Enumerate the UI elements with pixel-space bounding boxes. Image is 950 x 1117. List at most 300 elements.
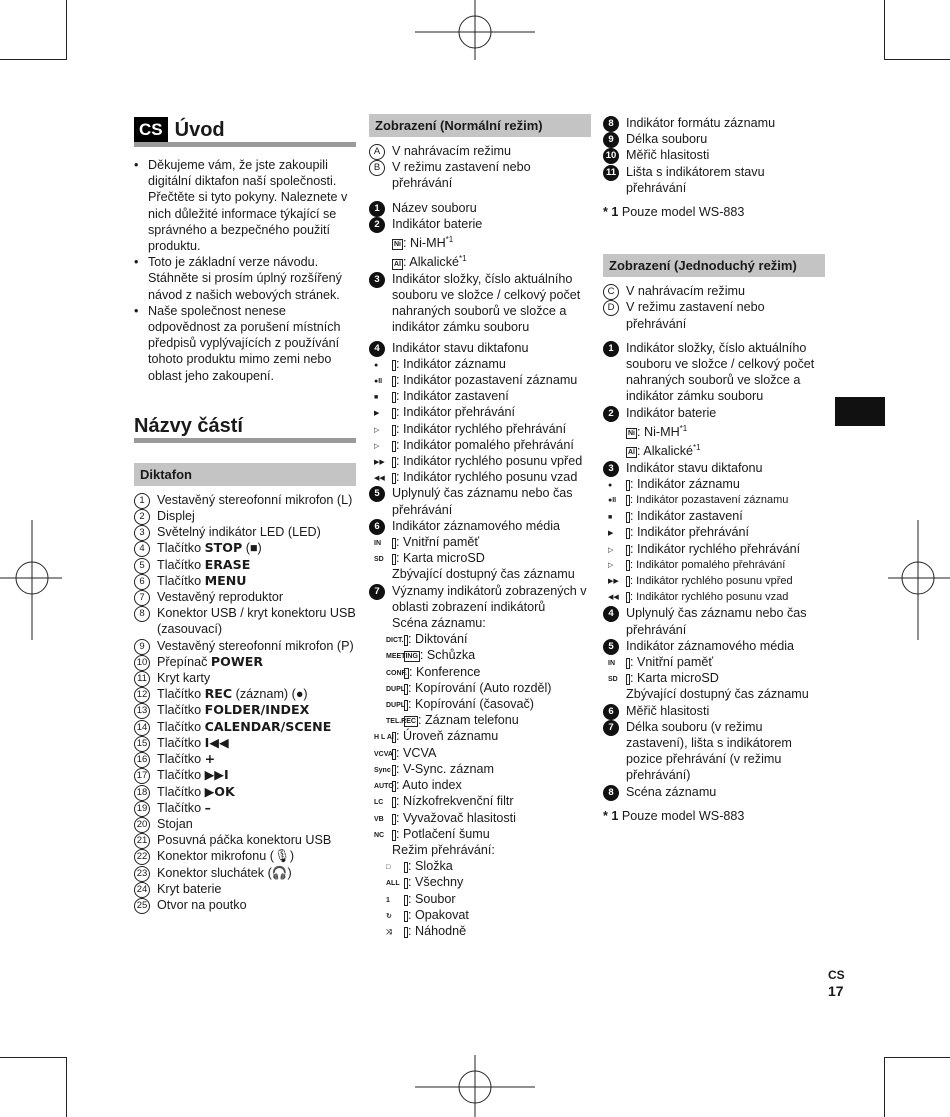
- column-normal-display: [369, 114, 591, 939]
- simple-item-2-text: Indikátor baterie: [626, 405, 717, 420]
- part-text: Konektor mikrofonu (🎙): [157, 849, 295, 864]
- indicator-icon: AUTO: [392, 781, 396, 792]
- indicator-icon: ◀◀: [392, 473, 396, 484]
- parts-heading: [134, 408, 356, 443]
- indicator-text: : Nízkofrekvenční filtr: [396, 794, 514, 809]
- part-item: [134, 767, 356, 783]
- crop-mark: [0, 1057, 66, 1058]
- part-text: Displej: [157, 509, 195, 524]
- part-item: [134, 508, 356, 524]
- part-item: [134, 573, 356, 589]
- number-marker: 2: [369, 217, 385, 233]
- indicator-text: : Diktování: [408, 632, 468, 647]
- indicator-icon: H L AI: [392, 732, 396, 743]
- letter-marker: B: [369, 160, 385, 176]
- simple-item-8: [603, 784, 825, 800]
- indicator-text: : Konference: [409, 664, 481, 679]
- indicator-text: : Indikátor pozastavení záznamu: [630, 494, 789, 507]
- part-item: [134, 540, 356, 556]
- registration-mark-bottom: [415, 1050, 535, 1117]
- indicator-icon: IN: [626, 658, 630, 669]
- indicator-icon: Sync: [392, 765, 396, 776]
- button-key: POWER: [210, 653, 264, 669]
- indicator-icon: ▷: [626, 545, 630, 556]
- crop-mark: [66, 0, 67, 60]
- indicator-text: : Vyvažovač hlasitosti: [396, 810, 516, 825]
- mode-a: [369, 143, 591, 159]
- indicator-row: [386, 696, 591, 712]
- number-marker: 10: [134, 655, 150, 671]
- number-marker: 10: [603, 148, 619, 164]
- indicator-row: [386, 631, 591, 647]
- indicator-text: : Úroveň záznamu: [396, 729, 499, 744]
- indicator-icon: MEETING: [386, 653, 418, 661]
- indicator-icon: □: [404, 862, 408, 873]
- number-marker: 5: [369, 486, 385, 502]
- indicator-text: : V-Sync. záznam: [396, 761, 494, 776]
- number-marker: 4: [603, 606, 619, 622]
- part-text: Konektor USB / kryt konektoru USB (zasouvací): [157, 606, 356, 637]
- indicator-row: [386, 907, 591, 923]
- number-marker: 9: [134, 639, 150, 655]
- indicator-row: [608, 573, 825, 589]
- simple-mode-band: Zobrazení (Jednoduchý režim): [603, 254, 825, 277]
- indicator-row: [374, 421, 591, 437]
- item-1: [369, 200, 591, 216]
- part-text: Tlačítko: [157, 573, 205, 588]
- crop-mark: [884, 0, 885, 60]
- part-text: Konektor sluchátek (🎧): [157, 865, 292, 880]
- indicator-text: : Indikátor záznamu: [630, 476, 740, 491]
- number-marker: 23: [134, 866, 150, 882]
- indicator-row: [374, 810, 591, 826]
- footnote-mark: * 1: [603, 808, 619, 823]
- indicator-row: [608, 508, 825, 524]
- footnote-ref: *1: [679, 423, 688, 433]
- part-text-suffix: (záznam) (●): [232, 687, 308, 702]
- part-item: [134, 897, 356, 913]
- part-item: [134, 848, 356, 864]
- media-list: [608, 654, 825, 686]
- indicator-icon: SD: [392, 554, 396, 565]
- indicator-icon: ▶: [392, 408, 396, 419]
- part-item: [134, 702, 356, 718]
- number-marker: 1: [603, 341, 619, 357]
- indicator-text: : Indikátor rychlého přehrávání: [396, 421, 567, 436]
- indicator-icon: ◀◀: [626, 592, 630, 603]
- simple-item-7-text: Délka souboru (v režimu zastavení), lišta s indikátorem pozice přehrávání (v režimu přehrávání): [626, 719, 792, 783]
- number-marker: 1: [134, 493, 150, 509]
- number-marker: 14: [134, 720, 150, 736]
- battery-alkaline-icon: Al: [628, 449, 635, 457]
- indicator-row: [374, 356, 591, 372]
- indicator-text: : Vnitřní paměť: [630, 655, 714, 670]
- part-text: Vestavěný reproduktor: [157, 590, 284, 605]
- simple-item-5-text: Indikátor záznamového média: [626, 638, 795, 653]
- indicator-icon: DUPL: [404, 700, 408, 711]
- indicator-icon: ▷: [626, 560, 630, 571]
- column-intro-parts: [134, 114, 356, 913]
- scene-list: [386, 631, 591, 728]
- simple-item-6: [603, 703, 825, 719]
- part-item: [134, 719, 356, 735]
- number-marker: 11: [603, 165, 619, 181]
- indicator-text: : Schůzka: [419, 648, 476, 663]
- item-1-text: Název souboru: [392, 200, 477, 215]
- number-marker: 6: [134, 574, 150, 590]
- indicator-icon: DICT.: [404, 635, 408, 646]
- number-marker: 7: [134, 590, 150, 606]
- indicator-text: : Indikátor rychlého přehrávání: [630, 541, 801, 556]
- indicator-text: : Indikátor záznamu: [396, 356, 506, 371]
- battery-nimh-text: : Ni-MH: [403, 236, 446, 251]
- indicator-row: [374, 372, 591, 388]
- indicator-icon: LC: [392, 797, 396, 808]
- part-text: Světelný indikátor LED (LED): [157, 525, 321, 540]
- indicator-row: [374, 550, 591, 566]
- indicator-icon: IN: [392, 538, 396, 549]
- part-item: [134, 865, 356, 881]
- indicator-row: [608, 524, 825, 540]
- part-text: Tlačítko: [157, 557, 205, 572]
- part-text: Přepínač: [157, 654, 211, 669]
- footnote-1: [603, 204, 825, 220]
- button-key: ▶OK: [204, 783, 235, 799]
- number-marker: 19: [134, 801, 150, 817]
- indicator-row: [374, 793, 591, 809]
- indicator-row: [386, 680, 591, 696]
- indicator-icon: ●: [392, 360, 396, 371]
- indicator-row: [608, 557, 825, 573]
- number-marker: 2: [603, 406, 619, 422]
- part-item: [134, 638, 356, 654]
- simple-item-2: [603, 405, 825, 460]
- number-marker: 3: [603, 461, 619, 477]
- number-marker: 12: [134, 687, 150, 703]
- letter-marker: C: [603, 284, 619, 300]
- button-key: REC: [204, 686, 233, 702]
- indicator-text: : Indikátor rychlého posunu vzad: [630, 591, 789, 604]
- number-marker: 7: [369, 584, 385, 600]
- crop-mark: [66, 1057, 67, 1117]
- number-marker: 11: [134, 671, 150, 687]
- indicator-row: [608, 541, 825, 557]
- indicator-icon: ↻: [404, 911, 408, 922]
- part-item: [134, 881, 356, 897]
- battery-nimh-icon: Ni: [394, 241, 401, 249]
- page-number: [828, 967, 845, 999]
- simple-item-5: [603, 638, 825, 703]
- mode-b: [369, 159, 591, 191]
- number-marker: 3: [369, 272, 385, 288]
- indicator-text: : VCVA: [396, 745, 437, 760]
- button-key: –: [204, 799, 211, 815]
- simple-item-8-text: Scéna záznamu: [626, 784, 717, 799]
- part-item: [134, 832, 356, 848]
- indicator-text: : Všechny: [408, 875, 464, 890]
- number-marker: 4: [134, 541, 150, 557]
- indicator-text: : Indikátor pomalého přehrávání: [396, 437, 574, 452]
- item-7-text: Významy indikátorů zobrazených v oblasti zobrazení indikátorů: [392, 583, 587, 614]
- footnote-text: Pouze model WS-883: [621, 205, 745, 220]
- indicator-text: : Indikátor zastavení: [396, 389, 509, 404]
- number-marker: 5: [603, 639, 619, 655]
- intro-title: Úvod: [174, 119, 225, 141]
- item-2-text: Indikátor baterie: [392, 216, 483, 231]
- number-marker: 1: [369, 201, 385, 217]
- simple-item-1: [603, 340, 825, 405]
- button-key: ERASE: [204, 556, 251, 572]
- column-simple-display: [603, 115, 825, 824]
- indicator-text: : Vnitřní paměť: [396, 535, 480, 550]
- indicator-text: : Karta microSD: [396, 551, 485, 566]
- part-item: [134, 524, 356, 540]
- indicator-icon: ▷: [392, 425, 396, 436]
- button-key: CALENDAR/SCENE: [204, 718, 332, 734]
- indicator-text: : Kopírování (časovač): [408, 697, 534, 712]
- indicator-row: [386, 712, 591, 728]
- display-item-text: Indikátor formátu záznamu: [626, 116, 776, 130]
- crop-mark: [884, 1057, 885, 1117]
- page-number-value: 17: [828, 983, 844, 999]
- indicator-icon: DUPL: [404, 684, 408, 695]
- simple-item-7: [603, 719, 825, 784]
- indicator-icon: ■: [626, 512, 630, 523]
- button-key: I◀◀: [204, 734, 229, 750]
- number-marker: 20: [134, 817, 150, 833]
- part-text: Stojan: [157, 816, 193, 831]
- item-3-text: Indikátor složky, číslo aktuálního souboru ve složce / celkový počet nahraných souborů ve složce a indikátor zámku souboru: [392, 271, 581, 335]
- indicator-text: : Záznam telefonu: [417, 713, 519, 728]
- number-marker: 15: [134, 736, 150, 752]
- normal-mode-band: Zobrazení (Normální režim): [369, 114, 591, 137]
- indicator-row: [374, 826, 591, 842]
- indicator-icon: ●II: [392, 376, 396, 387]
- indicator-row: [374, 469, 591, 485]
- indicator-text: : Soubor: [408, 891, 456, 906]
- indicator-text: : Indikátor rychlého posunu vzad: [396, 470, 578, 485]
- indicator-row: [386, 923, 591, 939]
- indicator-list: [374, 728, 591, 841]
- side-thumb-tab: [835, 397, 885, 426]
- crop-mark: [884, 59, 950, 60]
- number-marker: 4: [369, 341, 385, 357]
- media-list: [374, 534, 591, 566]
- item-3: [369, 271, 591, 336]
- number-marker: 25: [134, 898, 150, 914]
- indicator-row: [386, 647, 591, 663]
- number-marker: 24: [134, 882, 150, 898]
- continued-items: [603, 115, 825, 196]
- part-item: [134, 751, 356, 767]
- footnote-mark: * 1: [603, 205, 619, 220]
- display-item-text: Délka souboru: [626, 132, 708, 147]
- simple-item-4: [603, 605, 825, 637]
- mode-b-text: V režimu zastavení nebo přehrávání: [392, 160, 531, 191]
- part-item: [134, 735, 356, 751]
- indicator-icon: ALL: [404, 878, 408, 889]
- number-marker: 8: [603, 116, 619, 132]
- part-text: Tlačítko: [157, 719, 205, 734]
- indicator-text: : Indikátor pozastavení záznamu: [396, 373, 578, 388]
- battery-alkaline-text: : Alkalické: [403, 255, 459, 270]
- part-text: Tlačítko: [157, 687, 205, 702]
- mode-c-text: V nahrávacím režimu: [626, 284, 745, 299]
- indicator-row: [608, 589, 825, 605]
- part-item: [134, 605, 356, 637]
- indicator-text: : Karta microSD: [630, 671, 719, 686]
- footnote-ref: *1: [459, 254, 467, 264]
- language-badge: CS: [134, 117, 168, 142]
- mode-a-text: V nahrávacím režimu: [392, 144, 511, 158]
- part-item: [134, 589, 356, 605]
- indicator-text: : Kopírování (Auto rozděl): [408, 680, 552, 695]
- footnote-ref: *1: [445, 235, 454, 245]
- item-5-text: Uplynulý čas záznamu nebo čas přehrávání: [392, 486, 573, 517]
- number-marker: 7: [603, 720, 619, 736]
- indicator-icon: ▷: [392, 441, 396, 452]
- registration-mark-left: [0, 520, 62, 640]
- button-key: FOLDER/INDEX: [204, 702, 310, 718]
- number-marker: 8: [134, 606, 150, 622]
- indicator-icon: NC: [392, 830, 396, 841]
- mode-d-text: V režimu zastavení nebo přehrávání: [626, 300, 765, 331]
- part-item: [134, 654, 356, 670]
- display-item: [603, 131, 825, 147]
- part-item: [134, 492, 356, 508]
- indicator-icon: ⤨: [404, 927, 408, 938]
- battery-nimh-icon: Ni: [628, 430, 635, 438]
- item-6-text: Indikátor záznamového média: [392, 518, 561, 533]
- part-text: Vestavěný stereofonní mikrofon (P): [157, 638, 354, 653]
- simple-item-3: [603, 460, 825, 606]
- number-marker: 13: [134, 703, 150, 719]
- indicator-row: [374, 728, 591, 744]
- display-item-text: Lišta s indikátorem stavu přehrávání: [626, 164, 765, 195]
- item-6: [369, 518, 591, 583]
- part-text: Tlačítko: [157, 784, 205, 799]
- intro-bullet: • Naše společnost nenese odpovědnost za porušení místních předpisů vyplývajících z používání tohoto produktu mimo zemi nebo oblast jeho zakoupení.: [134, 303, 356, 384]
- part-item: [134, 784, 356, 800]
- number-marker: 5: [134, 558, 150, 574]
- part-item: [134, 557, 356, 573]
- indicator-row: [374, 761, 591, 777]
- number-marker: 3: [134, 525, 150, 541]
- intro-bullet: • Toto je základní verze návodu. Stáhněte si prosím úplný rozšířený návod z našich webových stránek.: [134, 254, 356, 303]
- mode-d: [603, 299, 825, 331]
- part-item: [134, 800, 356, 816]
- part-text: Otvor na poutko: [157, 897, 247, 912]
- part-text: Tlačítko: [157, 752, 205, 767]
- indicator-icon: ■: [392, 392, 396, 403]
- indicator-row: [374, 777, 591, 793]
- simple-item-4-text: Uplynulý čas záznamu nebo čas přehrávání: [626, 606, 807, 637]
- play-mode-list: [386, 858, 591, 939]
- part-text: Tlačítko: [157, 800, 205, 815]
- part-text: Kryt baterie: [157, 881, 222, 896]
- simple-item-3-text: Indikátor stavu diktafonu: [626, 460, 763, 475]
- indicator-icon: ▶: [626, 528, 630, 539]
- diktafon-band: Diktafon: [134, 463, 356, 486]
- part-text-suffix: (■): [242, 541, 262, 556]
- indicator-icon: 1: [404, 895, 408, 906]
- battery-alkaline-text: : Alkalické: [637, 444, 693, 459]
- play-mode-label: Režim přehrávání:: [392, 842, 495, 857]
- item-5: [369, 485, 591, 517]
- registration-mark-top: [415, 0, 535, 62]
- indicator-row: [608, 654, 825, 670]
- item-2: [369, 216, 591, 271]
- intro-bullets: [134, 157, 356, 384]
- item-4-text: Indikátor stavu diktafonu: [392, 340, 529, 355]
- footnote-text: Pouze model WS-883: [621, 808, 745, 823]
- indicator-text: : Indikátor rychlého posunu vpřed: [396, 454, 583, 469]
- indicator-icon: ●II: [626, 495, 630, 506]
- battery-alkaline-icon: Al: [394, 260, 401, 268]
- remaining-time-text: Zbývající dostupný čas záznamu: [392, 567, 575, 582]
- indicator-text: : Indikátor pomalého přehrávání: [630, 558, 786, 571]
- recorder-status-list: [608, 476, 825, 606]
- part-text: Tlačítko: [157, 735, 205, 750]
- indicator-row: [386, 664, 591, 680]
- item-4: [369, 340, 591, 486]
- display-item-text: Měřič hlasitosti: [626, 148, 710, 163]
- indicator-text: : Auto index: [396, 778, 462, 793]
- number-marker: 22: [134, 849, 150, 865]
- part-item: [134, 816, 356, 832]
- indicator-row: [374, 745, 591, 761]
- indicator-row: [608, 476, 825, 492]
- recorder-status-list: [374, 356, 591, 486]
- indicator-row: [386, 874, 591, 890]
- indicator-row: [374, 453, 591, 469]
- part-item: [134, 670, 356, 686]
- number-marker: 17: [134, 768, 150, 784]
- letter-marker: D: [603, 300, 619, 316]
- button-key: ▶▶I: [204, 767, 229, 783]
- number-marker: 21: [134, 833, 150, 849]
- battery-nimh-text: : Ni-MH: [637, 425, 680, 440]
- button-key: MENU: [204, 572, 247, 588]
- letter-marker: A: [369, 144, 385, 160]
- number-marker: 8: [603, 785, 619, 801]
- indicator-text: : Náhodně: [408, 923, 467, 938]
- indicator-text: : Indikátor přehrávání: [396, 405, 516, 420]
- part-text: Kryt karty: [157, 671, 211, 686]
- number-marker: 6: [369, 519, 385, 535]
- intro-heading: [134, 114, 356, 147]
- button-key: +: [204, 751, 216, 767]
- number-marker: 6: [603, 704, 619, 720]
- indicator-row: [386, 891, 591, 907]
- parts-list: [134, 492, 356, 913]
- footnote-2: [603, 808, 825, 824]
- indicator-row: [374, 404, 591, 420]
- number-marker: 18: [134, 785, 150, 801]
- number-marker: 2: [134, 509, 150, 525]
- part-text: Tlačítko: [157, 703, 205, 718]
- indicator-text: : Složka: [408, 859, 453, 874]
- indicator-icon: ●: [626, 480, 630, 491]
- item-7: [369, 583, 591, 939]
- indicator-icon: SD: [626, 674, 630, 685]
- parts-title: Názvy částí: [134, 414, 243, 437]
- indicator-text: : Opakovat: [408, 907, 469, 922]
- indicator-icon: ▶▶: [626, 576, 630, 587]
- number-marker: 9: [603, 132, 619, 148]
- part-text: Posuvná páčka konektoru USB: [157, 833, 332, 848]
- remaining-time-text: Zbývající dostupný čas záznamu: [626, 687, 809, 702]
